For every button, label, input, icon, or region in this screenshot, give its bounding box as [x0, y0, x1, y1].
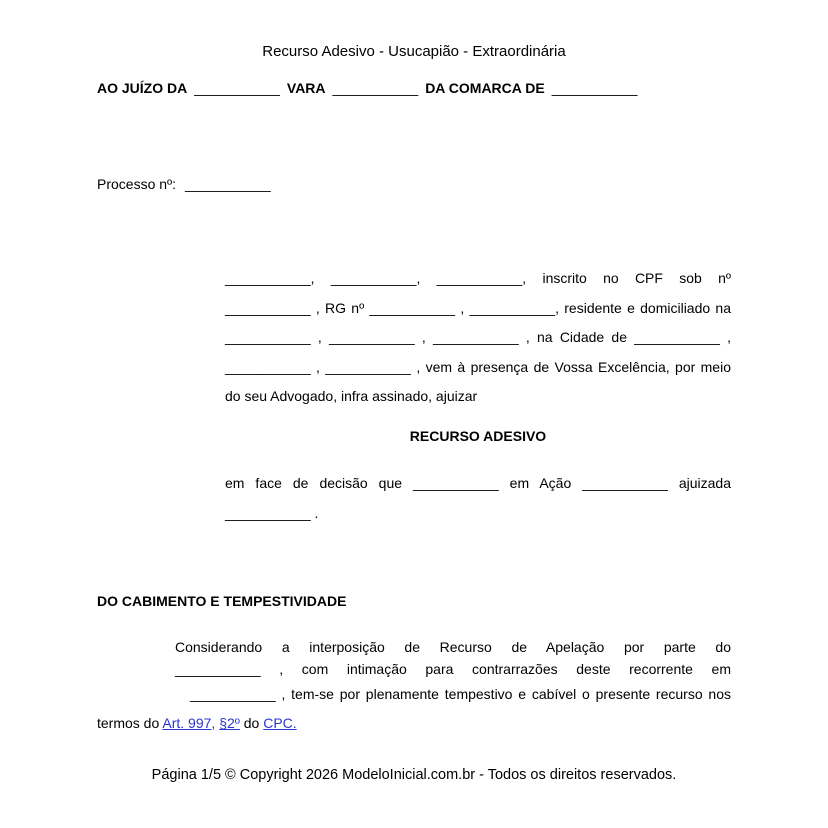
qualification-line-2: ___________ , RG nº ___________ , ___________, residente e domiciliado na	[225, 299, 731, 316]
section-heading-recurso-adesivo: RECURSO ADESIVO	[409, 428, 547, 444]
blank-field-vara-number: ___________	[194, 80, 280, 96]
blank-field-process-number: ___________	[185, 176, 271, 192]
court-label-3: DA COMARCA DE	[425, 80, 545, 96]
legal-reference-line	[97, 715, 297, 731]
legal-reference-separator-1: ,	[211, 715, 220, 731]
section-heading-cabimento: DO CABIMENTO E TEMPESTIVIDADE	[97, 593, 347, 609]
process-number-line	[97, 176, 271, 192]
legal-reference-pre: termos do	[97, 715, 163, 731]
blank-field-vara-type: ___________	[332, 80, 419, 96]
emface-line-2: ___________ .	[225, 504, 319, 521]
court-label-2: VARA	[286, 80, 326, 96]
qualification-line-1: ___________, ___________, ___________, inscrito no CPF sob nº	[225, 270, 731, 286]
link-cpc[interactable]: CPC.	[263, 715, 297, 731]
page-footer: Página 1/5 © Copyright 2026 ModeloInicial.com.br - Todos os direitos reservados.	[151, 767, 677, 783]
qualification-line-4: ___________ , ___________ , vem à presença de Vossa Excelência, por meio	[225, 358, 731, 375]
emface-paragraph	[225, 469, 731, 528]
qualification-line-5: do seu Advogado, infra assinado, ajuizar	[225, 388, 478, 404]
emface-line-1: em face de decisão que ___________ em Ação ___________ ajuizada	[225, 475, 731, 491]
legal-reference-separator-2: do	[239, 715, 264, 731]
cabimento-line-3: ___________ , tem-se por plenamente tempestivo e cabível o presente recurso nos	[190, 686, 731, 702]
link-paragrafo-2[interactable]: §2º	[219, 715, 240, 731]
qualification-paragraph	[225, 264, 731, 412]
blank-field-comarca: ___________	[551, 80, 638, 96]
qualification-line-3: ___________ , ___________ , ___________ , na Cidade de ___________ ,	[225, 329, 731, 345]
link-art-997[interactable]: Art. 997	[162, 715, 212, 731]
court-label-1: AO JUÍZO DA	[97, 80, 188, 96]
court-address-line	[97, 80, 737, 96]
document-title: Recurso Adesivo - Usucapião - Extraordinária	[262, 43, 566, 60]
process-number-label: Processo nº:	[97, 176, 177, 192]
cabimento-line-1: Considerando a interposição de Recurso de Apelação por parte do	[175, 639, 731, 655]
cabimento-line-2: ___________ , com intimação para contrarrazões deste recorrente em	[175, 660, 731, 677]
cabimento-paragraph	[175, 637, 731, 680]
